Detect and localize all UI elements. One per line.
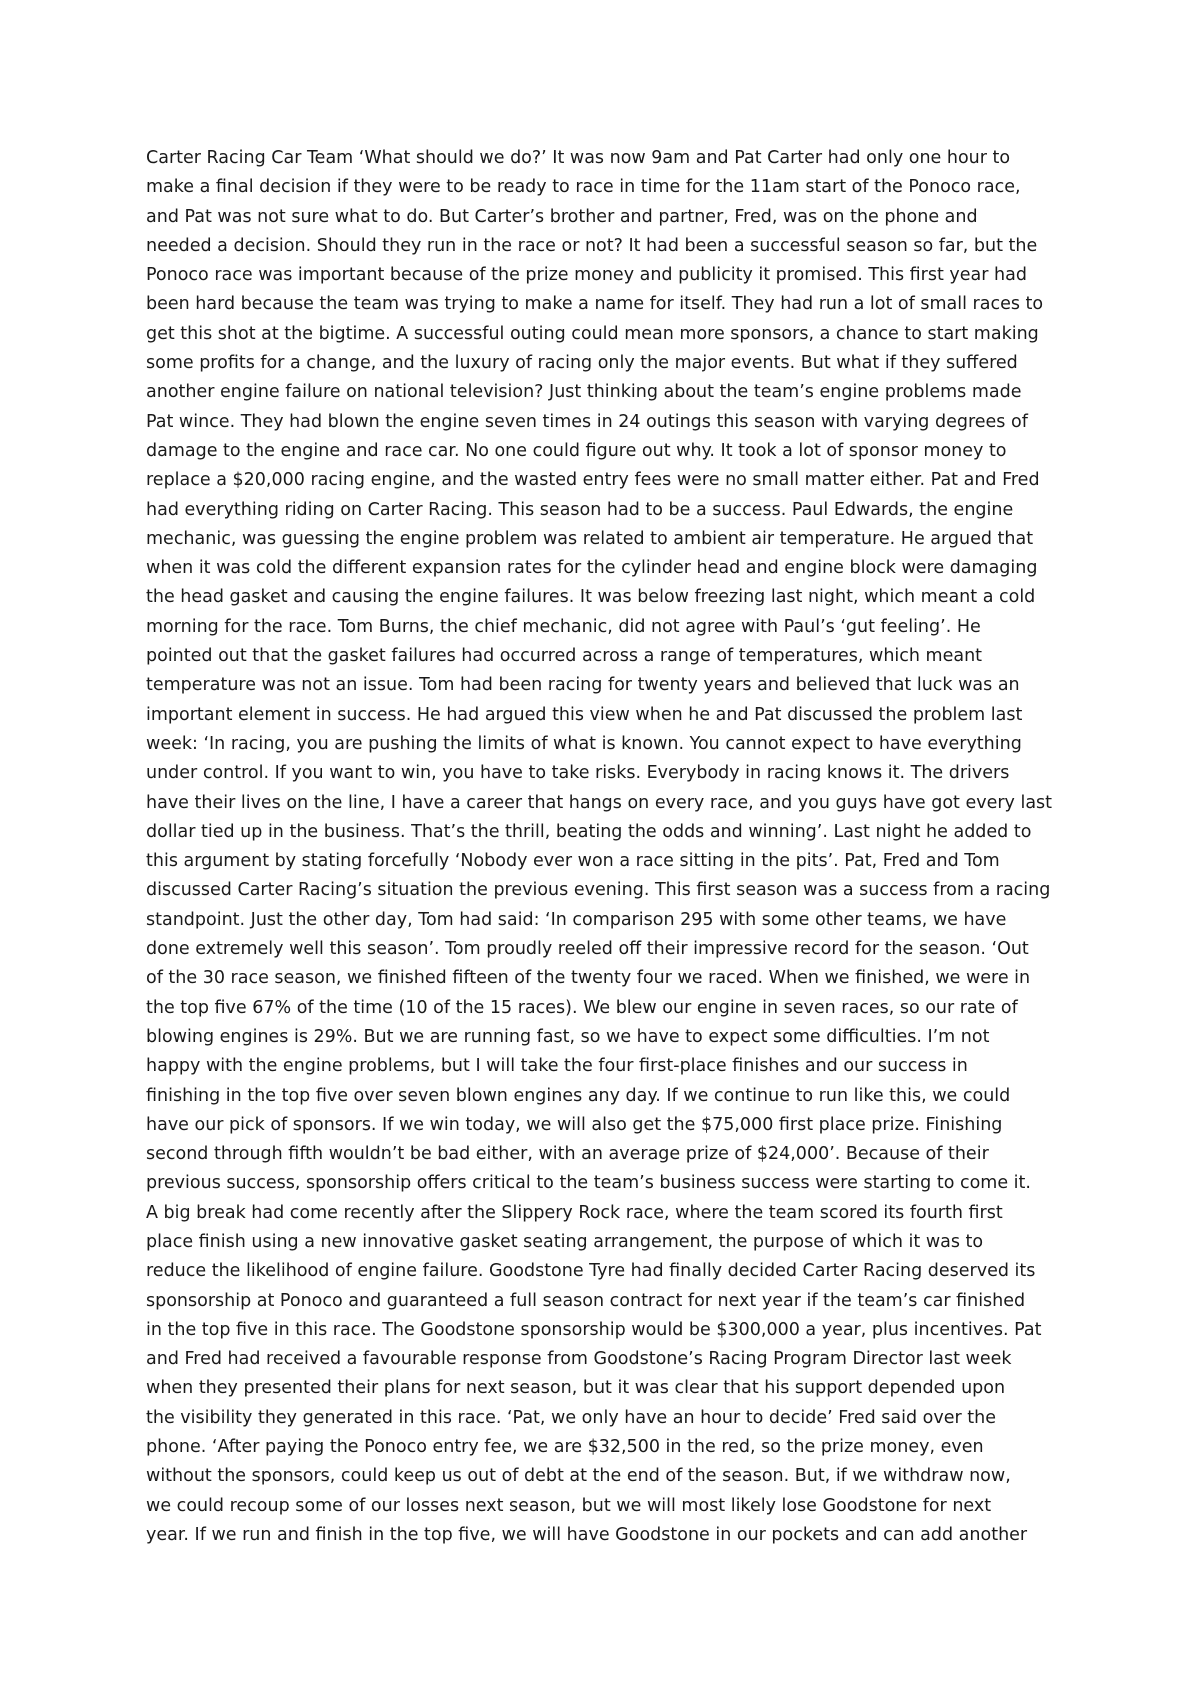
text-line: previous success, sponsorship offers critical to the team’s business success were starting to come it.	[146, 1173, 1031, 1194]
text-line: reduce the likelihood of engine failure. Goodstone Tyre had finally decided Carter Racing deserved its	[146, 1261, 1036, 1282]
text-line: and Fred had received a favourable response from Goodstone’s Racing Program Director last week	[146, 1349, 1012, 1370]
text-line: happy with the engine problems, but I will take the four first-place finishes and our success in	[146, 1056, 968, 1077]
text-line: the visibility they generated in this race. ‘Pat, we only have an hour to decide’ Fred said over the	[146, 1407, 996, 1428]
text-line: this argument by stating forcefully ‘Nobody ever won a race sitting in the pits’. Pat, Fred and Tom	[146, 851, 1000, 872]
text-line: Carter Racing Car Team ‘What should we do?’ It was now 9am and Pat Carter had only one hour to	[146, 148, 1011, 168]
text-line: done extremely well this season’. Tom proudly reeled off their impressive record for the season. ‘Out	[146, 939, 1029, 960]
text-line: discussed Carter Racing’s situation the previous evening. This first season was a success from a racing	[146, 880, 1051, 901]
text-line: Ponoco race was important because of the prize money and publicity it promised. This first year had	[146, 265, 1027, 286]
text-line: get this shot at the bigtime. A successful outing could mean more sponsors, a chance to start making	[146, 323, 1039, 344]
text-line: when they presented their plans for next season, but it was clear that his support depended upon	[146, 1378, 1006, 1399]
text-line: damage to the engine and race car. No one could figure out why. It took a lot of sponsor money to	[146, 440, 1007, 461]
text-line: temperature was not an issue. Tom had been racing for twenty years and believed that luck was an	[146, 675, 1020, 696]
text-line: under control. If you want to win, you have to take risks. Everybody in racing knows it. The drivers	[146, 763, 1010, 784]
text-line: place finish using a new innovative gasket seating arrangement, the purpose of which it was to	[146, 1231, 984, 1252]
text-line: when it was cold the different expansion rates for the cylinder head and engine block were damaging	[146, 558, 1038, 579]
text-line: of the 30 race season, we finished fifteen of the twenty four we raced. When we finished, we were in	[146, 968, 1031, 989]
text-line: Pat wince. They had blown the engine seven times in 24 outings this season with varying degrees of	[146, 411, 1028, 432]
text-line: we could recoup some of our losses next season, but we will most likely lose Goodstone for next	[146, 1495, 992, 1516]
text-line: dollar tied up in the business. That’s the thrill, beating the odds and winning’. Last night he added to	[146, 821, 1032, 842]
text-line: and Pat was not sure what to do. But Carter’s brother and partner, Fred, was on the phone and	[146, 206, 978, 227]
text-line: A big break had come recently after the Slippery Rock race, where the team scored its fourth first	[146, 1202, 1003, 1223]
text-line: replace a $20,000 racing engine, and the wasted entry fees were no small matter either. Pat and Fred	[146, 470, 1040, 491]
text-line: blowing engines is 29%. But we are running fast, so we have to expect some difficulties. I’m not	[146, 1026, 990, 1047]
text-line: finishing in the top five over seven blown engines any day. If we continue to run like this, we could	[146, 1085, 1011, 1106]
text-line: second through fifth wouldn’t be bad either, with an average prize of $24,000’. Because of their	[146, 1144, 989, 1165]
text-line: had everything riding on Carter Racing. This season had to be a success. Paul Edwards, the engine	[146, 499, 1014, 520]
text-line: the head gasket and causing the engine failures. It was below freezing last night, which meant a cold	[146, 587, 1036, 608]
text-line: make a final decision if they were to be ready to race in time for the 11am start of the Ponoco race,	[146, 177, 1021, 198]
text-line: phone. ‘After paying the Ponoco entry fee, we are $32,500 in the red, so the prize money, even	[146, 1437, 984, 1458]
text-line: pointed out that the gasket failures had occurred across a range of temperatures, which meant	[146, 646, 983, 667]
text-line: sponsorship at Ponoco and guaranteed a full season contract for next year if the team’s car finished	[146, 1290, 1026, 1311]
text-line: important element in success. He had argued this view when he and Pat discussed the problem last	[146, 704, 1023, 725]
text-line: another engine failure on national television? Just thinking about the team’s engine problems made	[146, 382, 1022, 403]
text-line: needed a decision. Should they run in the race or not? It had been a successful season so far, but the	[146, 235, 1038, 256]
document-body-text	[146, 144, 1076, 1550]
text-line: some profits for a change, and the luxury of racing only the major events. But what if they suffered	[146, 353, 1018, 374]
text-line: mechanic, was guessing the engine problem was related to ambient air temperature. He argued that	[146, 528, 1034, 549]
text-line: year. If we run and finish in the top five, we will have Goodstone in our pockets and can add another	[146, 1524, 1028, 1545]
text-line: in the top five in this race. The Goodstone sponsorship would be $300,000 a year, plus incentives. Pat	[146, 1319, 1042, 1340]
text-line: have our pick of sponsors. If we win today, we will also get the $75,000 first place prize. Finishing	[146, 1114, 1003, 1135]
text-line: without the sponsors, could keep us out of debt at the end of the season. But, if we withdraw now,	[146, 1466, 1011, 1487]
text-line: standpoint. Just the other day, Tom had said: ‘In comparison 295 with some other teams, we have	[146, 909, 1007, 930]
text-line: have their lives on the line, I have a career that hangs on every race, and you guys have got every last	[146, 792, 1053, 813]
text-line: been hard because the team was trying to make a name for itself. They had run a lot of small races to	[146, 294, 1044, 315]
text-line: morning for the race. Tom Burns, the chief mechanic, did not agree with Paul’s ‘gut feeling’. He	[146, 616, 981, 637]
text-line: the top five 67% of the time (10 of the 15 races). We blew our engine in seven races, so our rate of	[146, 997, 1018, 1018]
text-line: week: ‘In racing, you are pushing the limits of what is known. You cannot expect to have everything	[146, 733, 1022, 754]
